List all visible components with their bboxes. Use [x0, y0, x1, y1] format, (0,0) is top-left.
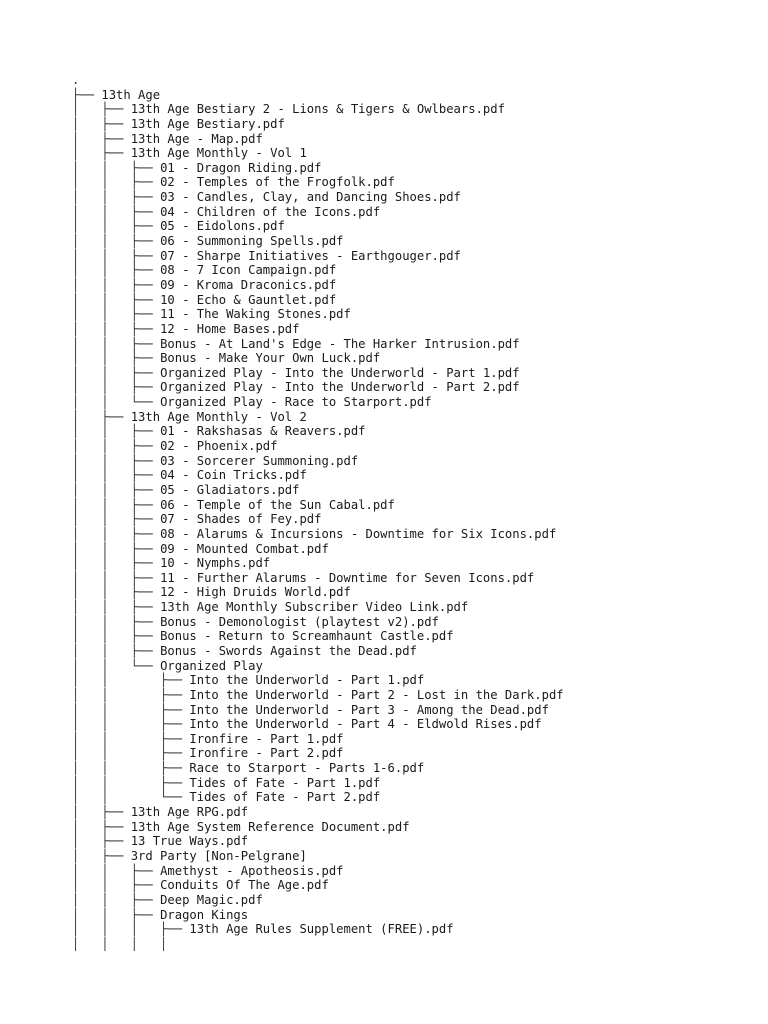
file-name: 03 - Sorcerer Summoning.pdf — [160, 453, 359, 468]
tree-branch-glyphs: │ │ ├── — [72, 292, 161, 307]
tree-line — [72, 219, 564, 234]
tree-line — [72, 380, 564, 395]
tree-line — [72, 337, 564, 352]
tree-line — [72, 366, 564, 381]
tree-line — [72, 498, 564, 513]
tree-branch-glyphs: │ │ ├── — [72, 248, 161, 263]
tree-line — [72, 834, 564, 849]
file-name: Amethyst - Apotheosis.pdf — [160, 863, 344, 878]
file-name: Tides of Fate - Part 2.pdf — [189, 790, 381, 805]
tree-line — [72, 132, 564, 147]
tree-branch-glyphs: │ │ ├── — [72, 556, 161, 571]
tree-branch-glyphs: │ │ ├── — [72, 380, 161, 395]
file-name: 05 - Eidolons.pdf — [160, 219, 285, 234]
file-name: Bonus - Make Your Own Luck.pdf — [160, 351, 381, 366]
tree-line — [72, 600, 564, 615]
tree-branch-glyphs: │ │ ├── — [72, 702, 190, 717]
tree-line — [72, 483, 564, 498]
tree-branch-glyphs: │ │ ├── — [72, 878, 161, 893]
tree-branch-glyphs: │ │ ├── — [72, 277, 161, 292]
file-name: 08 - 7 Icon Campaign.pdf — [160, 263, 337, 278]
tree-line — [72, 908, 564, 923]
file-name: 04 - Children of the Icons.pdf — [160, 204, 381, 219]
tree-line — [72, 395, 564, 410]
tree-branch-glyphs: │ │ └── — [72, 658, 161, 673]
file-name: 13th Age Monthly Subscriber Video Link.pdf — [160, 600, 469, 615]
tree-line — [72, 644, 564, 659]
tree-branch-glyphs: │ │ ├── — [72, 907, 161, 922]
tree-line — [72, 790, 564, 805]
tree-branch-glyphs: │ │ ├── — [72, 497, 161, 512]
tree-line — [72, 205, 564, 220]
file-name: 07 - Shades of Fey.pdf — [160, 512, 322, 527]
tree-branch-glyphs: │ │ ├── — [72, 204, 161, 219]
tree-line — [72, 571, 564, 586]
tree-branch-glyphs: │ │ ├── — [72, 600, 161, 615]
tree-line — [72, 878, 564, 893]
tree-line — [72, 102, 564, 117]
file-name: 13th Age System Reference Document.pdf — [130, 819, 410, 834]
tree-branch-glyphs: │ │ ├── — [72, 439, 161, 454]
tree-line — [72, 937, 564, 952]
file-name: Organized Play - Into the Underworld - Part 2.pdf — [160, 380, 520, 395]
tree-line — [72, 424, 564, 439]
tree-branch-glyphs: │ │ ├── — [72, 673, 190, 688]
file-name: 11 - Further Alarums - Downtime for Seven Icons.pdf — [160, 570, 535, 585]
tree-line — [72, 556, 564, 571]
file-name: 09 - Mounted Combat.pdf — [160, 541, 329, 556]
file-name: 01 - Dragon Riding.pdf — [160, 160, 322, 175]
file-name: 07 - Sharpe Initiatives - Earthgouger.pdf — [160, 248, 461, 263]
folder-name: 13th Age — [101, 87, 161, 102]
tree-branch-glyphs: │ │ │ ├── — [72, 922, 190, 937]
file-name: Deep Magic.pdf — [160, 892, 263, 907]
tree-line — [72, 293, 564, 308]
file-name: Bonus - Return to Screamhaunt Castle.pdf — [160, 629, 454, 644]
tree-branch-glyphs: │ │ ├── — [72, 687, 190, 702]
tree-line — [72, 615, 564, 630]
file-name: 02 - Temples of the Frogfolk.pdf — [160, 175, 395, 190]
folder-name: Dragon Kings — [160, 907, 249, 922]
tree-line — [72, 820, 564, 835]
file-name: 04 - Coin Tricks.pdf — [160, 468, 307, 483]
tree-branch-glyphs: . — [72, 73, 80, 87]
tree-branch-glyphs: │ │ ├── — [72, 541, 161, 556]
tree-branch-glyphs: │ │ ├── — [72, 234, 161, 249]
file-name: Organized Play - Race to Starport.pdf — [160, 395, 432, 410]
file-name: Bonus - Demonologist (playtest v2).pdf — [160, 614, 439, 629]
file-name: 13th Age - Map.pdf — [130, 131, 263, 146]
tree-branch-glyphs: │ │ ├── — [72, 526, 161, 541]
file-name: 09 - Kroma Draconics.pdf — [160, 277, 337, 292]
tree-line — [72, 776, 564, 791]
tree-line — [72, 468, 564, 483]
tree-line — [72, 688, 564, 703]
tree-line — [72, 717, 564, 732]
tree-branch-glyphs: │ │ ├── — [72, 336, 161, 351]
tree-line — [72, 190, 564, 205]
tree-line — [72, 703, 564, 718]
tree-line — [72, 88, 564, 103]
file-name: 06 - Temple of the Sun Cabal.pdf — [160, 497, 395, 512]
tree-line — [72, 542, 564, 557]
file-name: 01 - Rakshasas & Reavers.pdf — [160, 424, 366, 439]
tree-branch-glyphs: │ │ ├── — [72, 468, 161, 483]
file-name: 13th Age RPG.pdf — [130, 805, 249, 820]
tree-branch-glyphs: │ ├── — [72, 146, 131, 161]
file-name: 12 - High Druids World.pdf — [160, 585, 351, 600]
tree-branch-glyphs: │ │ ├── — [72, 263, 161, 278]
file-name: Ironfire - Part 2.pdf — [189, 746, 344, 761]
file-name: Tides of Fate - Part 1.pdf — [189, 775, 381, 790]
tree-branch-glyphs: │ ├── — [72, 131, 131, 146]
tree-branch-glyphs: │ │ ├── — [72, 321, 161, 336]
tree-line — [72, 761, 564, 776]
tree-line — [72, 351, 564, 366]
tree-branch-glyphs: │ │ ├── — [72, 453, 161, 468]
tree-line — [72, 161, 564, 176]
tree-branch-glyphs: │ ├── — [72, 834, 131, 849]
file-name: 13th Age Rules Supplement (FREE).pdf — [189, 922, 454, 937]
tree-branch-glyphs: │ ├── — [72, 819, 131, 834]
file-name: Into the Underworld - Part 1.pdf — [189, 673, 425, 688]
tree-line — [72, 263, 564, 278]
tree-branch-glyphs: │ │ ├── — [72, 746, 190, 761]
file-name: Into the Underworld - Part 4 - Eldwold Rises.pdf — [189, 717, 542, 732]
tree-branch-glyphs: │ │ ├── — [72, 614, 161, 629]
tree-branch-glyphs: │ │ ├── — [72, 365, 161, 380]
tree-branch-glyphs: │ │ ├── — [72, 160, 161, 175]
file-name: 03 - Candles, Clay, and Dancing Shoes.pdf — [160, 190, 461, 205]
file-name: Into the Underworld - Part 2 - Lost in the Dark.pdf — [189, 687, 564, 702]
tree-line — [72, 146, 564, 161]
file-name: 10 - Echo & Gauntlet.pdf — [160, 292, 337, 307]
tree-branch-glyphs: │ │ ├── — [72, 717, 190, 732]
tree-branch-glyphs: │ │ └── — [72, 790, 190, 805]
tree-line — [72, 439, 564, 454]
tree-line — [72, 527, 564, 542]
tree-branch-glyphs: │ │ ├── — [72, 643, 161, 658]
file-name: Race to Starport - Parts 1-6.pdf — [189, 761, 425, 776]
file-name: 08 - Alarums & Incursions - Downtime for Six Icons.pdf — [160, 526, 557, 541]
folder-name: 3rd Party [Non-Pelgrane] — [130, 848, 307, 863]
tree-line — [72, 73, 564, 88]
file-name: 06 - Summoning Spells.pdf — [160, 234, 344, 249]
tree-branch-glyphs: │ │ ├── — [72, 585, 161, 600]
tree-branch-glyphs: │ │ ├── — [72, 307, 161, 322]
folder-name: 13th Age Monthly - Vol 1 — [130, 146, 307, 161]
tree-branch-glyphs: │ │ └── — [72, 395, 161, 410]
file-name: 12 - Home Bases.pdf — [160, 321, 300, 336]
tree-line — [72, 922, 564, 937]
file-name: Bonus - Swords Against the Dead.pdf — [160, 643, 417, 658]
file-name: 13 True Ways.pdf — [130, 834, 249, 849]
tree-branch-glyphs: │ │ ├── — [72, 424, 161, 439]
file-name: 05 - Gladiators.pdf — [160, 482, 300, 497]
tree-line — [72, 278, 564, 293]
tree-branch-glyphs: │ │ │ │ — [72, 936, 168, 951]
file-name: Into the Underworld - Part 3 - Among the Dead.pdf — [189, 702, 549, 717]
folder-name: 13th Age Monthly - Vol 2 — [130, 409, 307, 424]
file-name: Bonus - At Land's Edge - The Harker Intrusion.pdf — [160, 336, 520, 351]
tree-branch-glyphs: │ │ ├── — [72, 629, 161, 644]
tree-branch-glyphs: │ ├── — [72, 409, 131, 424]
tree-branch-glyphs: │ │ ├── — [72, 892, 161, 907]
file-name: Conduits Of The Age.pdf — [160, 878, 329, 893]
tree-line — [72, 307, 564, 322]
file-name: 13th Age Bestiary.pdf — [130, 116, 285, 131]
tree-branch-glyphs: │ │ ├── — [72, 482, 161, 497]
directory-tree — [72, 73, 564, 951]
tree-line — [72, 673, 564, 688]
folder-name: Organized Play — [160, 658, 263, 673]
tree-branch-glyphs: │ │ ├── — [72, 219, 161, 234]
tree-line — [72, 849, 564, 864]
tree-branch-glyphs: │ ├── — [72, 102, 131, 117]
tree-line — [72, 746, 564, 761]
file-name: Organized Play - Into the Underworld - Part 1.pdf — [160, 365, 520, 380]
tree-branch-glyphs: │ │ ├── — [72, 775, 190, 790]
tree-branch-glyphs: │ ├── — [72, 805, 131, 820]
tree-branch-glyphs: │ ├── — [72, 116, 131, 131]
tree-line — [72, 175, 564, 190]
tree-line — [72, 732, 564, 747]
tree-branch-glyphs: │ │ ├── — [72, 761, 190, 776]
tree-branch-glyphs: │ │ ├── — [72, 731, 190, 746]
file-name: 11 - The Waking Stones.pdf — [160, 307, 351, 322]
tree-branch-glyphs: │ │ ├── — [72, 512, 161, 527]
file-name: 10 - Nymphs.pdf — [160, 556, 271, 571]
file-name: 02 - Phoenix.pdf — [160, 439, 278, 454]
tree-line — [72, 864, 564, 879]
tree-branch-glyphs: │ │ ├── — [72, 175, 161, 190]
tree-line — [72, 454, 564, 469]
tree-branch-glyphs: │ │ ├── — [72, 863, 161, 878]
tree-line — [72, 512, 564, 527]
tree-line — [72, 117, 564, 132]
tree-branch-glyphs: │ │ ├── — [72, 351, 161, 366]
tree-line — [72, 893, 564, 908]
tree-line — [72, 234, 564, 249]
tree-line — [72, 249, 564, 264]
tree-branch-glyphs: │ ├── — [72, 848, 131, 863]
tree-branch-glyphs: │ │ ├── — [72, 190, 161, 205]
tree-line — [72, 629, 564, 644]
tree-branch-glyphs: │ │ ├── — [72, 570, 161, 585]
tree-line — [72, 410, 564, 425]
tree-line — [72, 805, 564, 820]
file-name: Ironfire - Part 1.pdf — [189, 731, 344, 746]
tree-branch-glyphs: ├── — [72, 87, 102, 102]
file-name: 13th Age Bestiary 2 - Lions & Tigers & Owlbears.pdf — [130, 102, 505, 117]
tree-line — [72, 585, 564, 600]
tree-line — [72, 659, 564, 674]
tree-line — [72, 322, 564, 337]
